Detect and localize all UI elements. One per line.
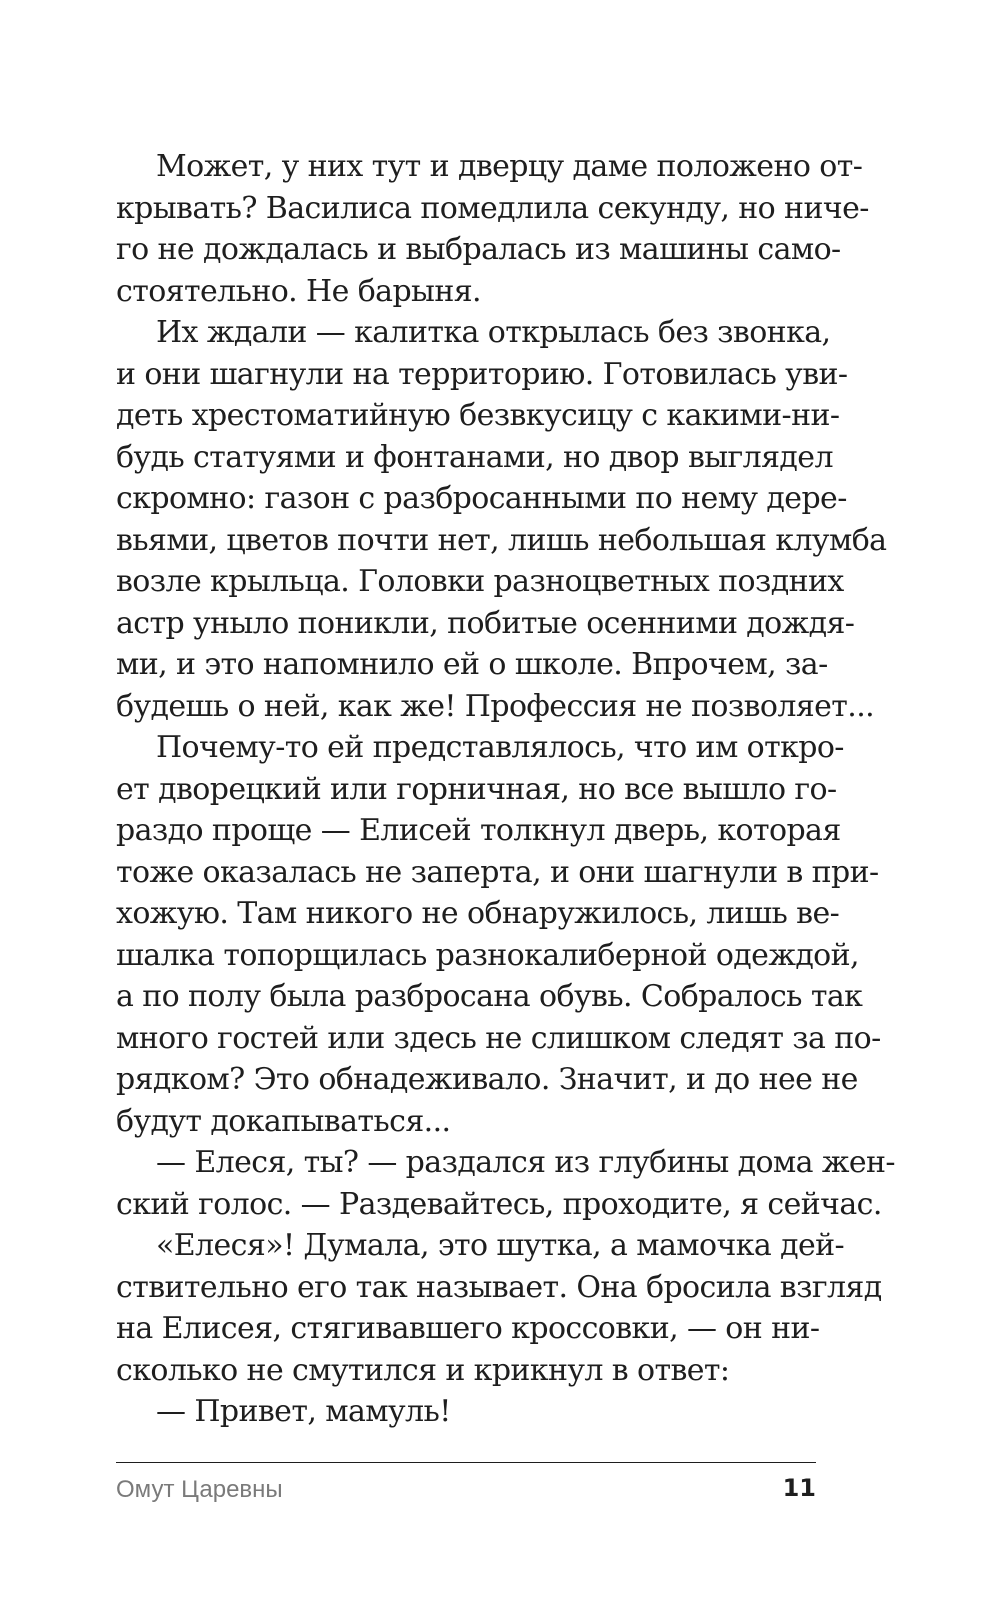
text-line: крывать? Василиса помедлила секунду, но ниче- xyxy=(116,190,869,226)
running-footer-title: Омут Царевны xyxy=(116,1476,283,1503)
text-line: — Привет, мамуль! xyxy=(156,1394,451,1429)
text-line: вьями, цветов почти нет, лишь небольшая клумба xyxy=(116,522,887,558)
body-text xyxy=(116,146,895,1433)
text-line: шалка топорщилась разнокалиберной одеждой, xyxy=(116,937,859,973)
text-line: хожую. Там никого не обнаружилось, лишь ве- xyxy=(116,896,840,931)
text-line: скромно: газон с разбросанными по нему дере- xyxy=(116,481,847,516)
text-line: возле крыльца. Головки разноцветных поздних xyxy=(116,564,844,599)
text-line: ствительно его так называет. Она бросила взгляд xyxy=(116,1269,882,1305)
text-line: ский голос. — Раздевайтесь, проходите, я сейчас. xyxy=(116,1186,882,1222)
text-line: много гостей или здесь не слишком следят за по- xyxy=(116,1020,881,1056)
text-line: ет дворецкий или горничная, но все вышло го- xyxy=(116,771,837,807)
text-line: раздо проще — Елисей толкнул дверь, которая xyxy=(116,813,841,848)
text-line: астр уныло поникли, побитые осенними дождя- xyxy=(116,605,855,641)
text-line: деть хрестоматийную безвкусицу с какими-ни- xyxy=(116,398,840,433)
text-line: а по полу была разбросана обувь. Собралось так xyxy=(116,979,863,1014)
text-line: будут докапываться... xyxy=(116,1103,451,1139)
text-line: Почему-то ей представлялось, что им откро- xyxy=(156,730,844,765)
text-line: Может, у них тут и дверцу даме положено от- xyxy=(156,149,863,184)
text-line: го не дождалась и выбралась из машины само- xyxy=(116,232,841,267)
text-line: будешь о ней, как же! Профессия не позволяет... xyxy=(116,688,875,724)
text-line: ми, и это напомнило ей о школе. Впрочем, за- xyxy=(116,647,828,682)
text-line: тоже оказалась не заперта, и они шагнули в при- xyxy=(116,854,879,890)
text-line: будь статуями и фонтанами, но двор выглядел xyxy=(116,439,833,475)
text-line: и они шагнули на территорию. Готовилась уви- xyxy=(116,356,848,392)
text-line: на Елисея, стягивавшего кроссовки, — он ни- xyxy=(116,1311,820,1346)
footer-divider xyxy=(116,1462,816,1463)
text-line: «Елеся»! Думала, это шутка, а мамочка дей- xyxy=(156,1228,845,1263)
text-line: — Елеся, ты? — раздался из глубины дома жен- xyxy=(156,1145,895,1180)
page-number: 11 xyxy=(782,1474,816,1502)
text-line: стоятельно. Не барыня. xyxy=(116,273,481,309)
text-line: Их ждали — калитка открылась без звонка, xyxy=(156,315,831,350)
text-line: рядком? Это обнадеживало. Значит, и до нее не xyxy=(116,1062,858,1097)
text-line: сколько не смутился и крикнул в ответ: xyxy=(116,1352,730,1388)
